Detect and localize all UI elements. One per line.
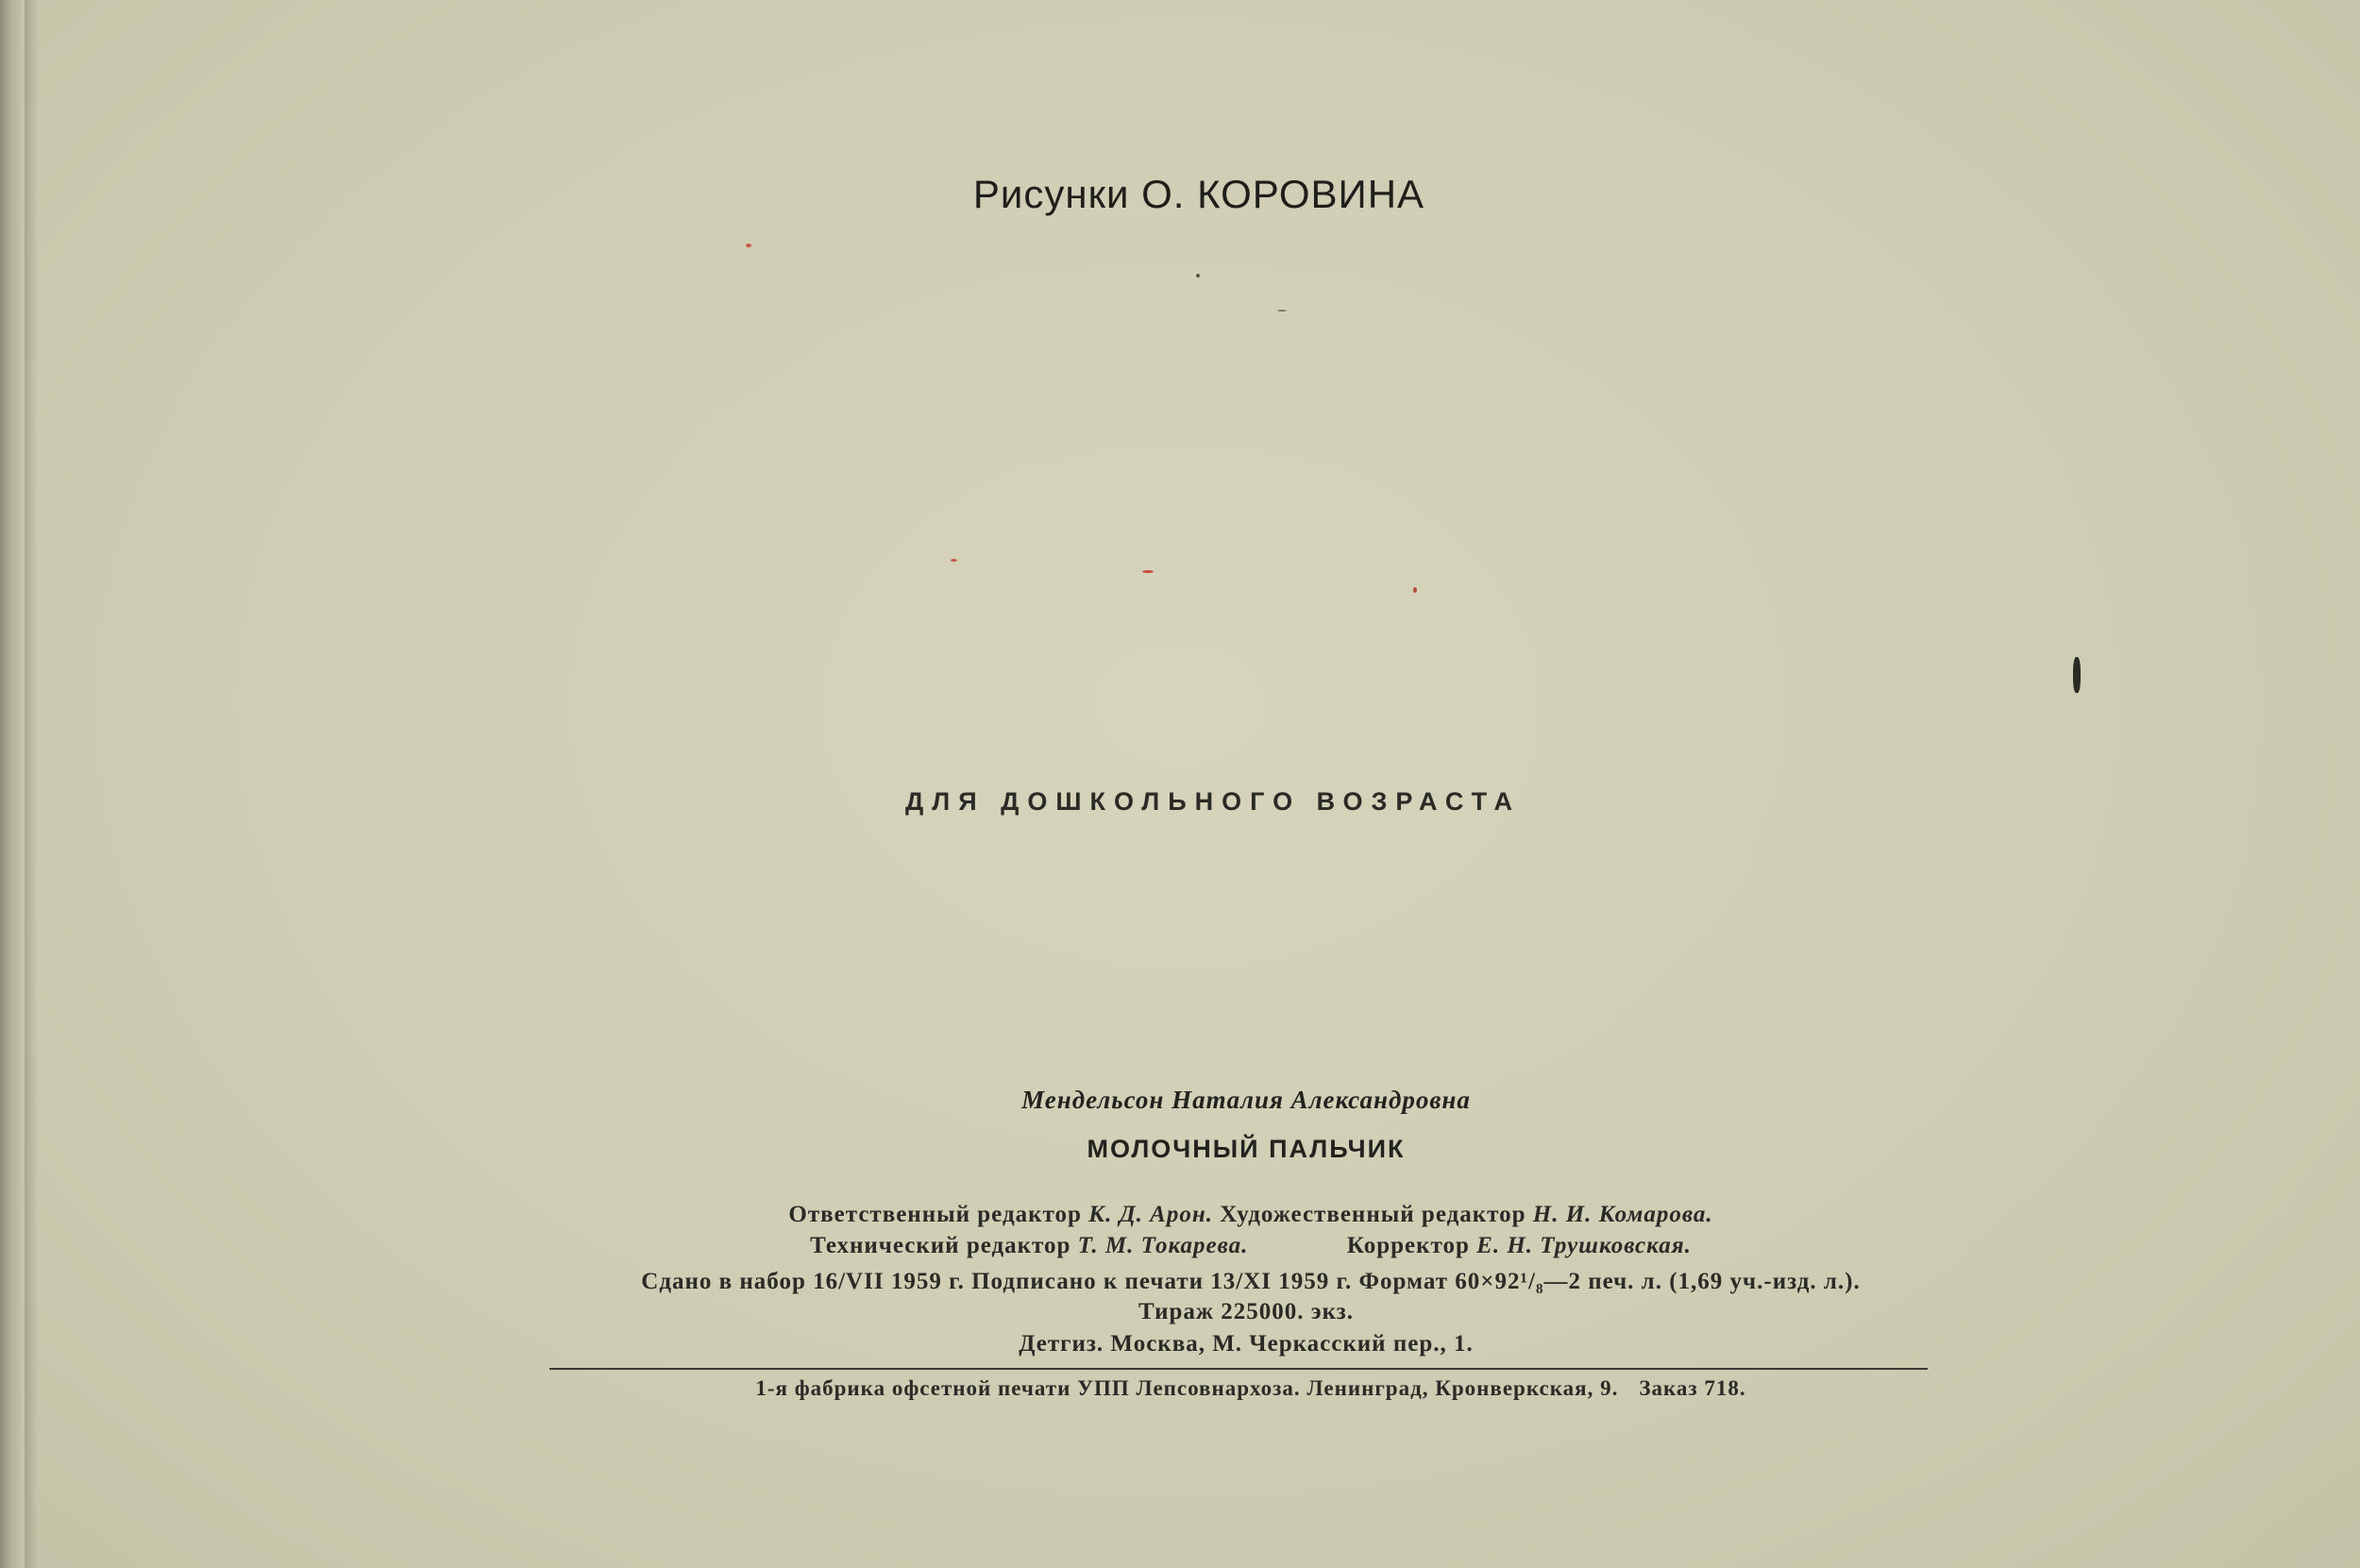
printer-address: 1-я фабрика офсетной печати УПП Лепсовнархоза. Ленинград, Кронверкская, 9.	[755, 1376, 1619, 1400]
imprint-divider	[549, 1368, 1928, 1370]
tech-editor-line	[0, 1233, 2360, 1259]
responsible-editor-name: К. Д. Арон.	[1088, 1202, 1213, 1227]
proofreader-label: Корректор	[1346, 1233, 1470, 1258]
illustrator-credit: Рисунки О. КОРОВИНА	[972, 172, 1425, 216]
paper-speck	[951, 559, 957, 562]
paper-speck	[1413, 587, 1417, 593]
paper-speck	[1277, 310, 1287, 312]
paper-speck	[2073, 657, 2081, 693]
tech-editor-name: Т. М. Токарева.	[1077, 1233, 1249, 1258]
paper-speck	[1142, 570, 1154, 573]
print-details: Сдано в набор 16/VII 1959 г. Подписано к печати 13/XI 1959 г. Формат 60×92¹/₈—2 печ. л. (1,69 уч.-изд. л.).	[641, 1269, 1861, 1294]
age-group-label: ДЛЯ ДОШКОЛЬНОГО ВОЗРАСТА	[905, 787, 1521, 816]
print-run: Тираж 225000. экз.	[1138, 1299, 1354, 1324]
book-title: МОЛОЧНЫЙ ПАЛЬЧИК	[1087, 1135, 1406, 1163]
art-editor-name: Н. И. Комарова.	[1532, 1202, 1713, 1227]
publisher-address: Детгиз. Москва, М. Черкасский пер., 1.	[1019, 1331, 1474, 1357]
paper-speck	[746, 244, 751, 247]
art-editor-label: Художественный редактор	[1220, 1202, 1526, 1227]
proofreader-name: Е. Н. Трушковская.	[1476, 1233, 1692, 1258]
paper-speck	[1196, 274, 1200, 278]
printer-line	[0, 1376, 2360, 1401]
order-number: Заказ 718.	[1639, 1376, 1746, 1400]
author-name: Мендельсон Наталия Александровна	[1021, 1086, 1471, 1114]
responsible-editor-label: Ответственный редактор	[788, 1202, 1082, 1227]
editors-line	[0, 1202, 2360, 1228]
tech-editor-label: Технический редактор	[810, 1233, 1071, 1258]
